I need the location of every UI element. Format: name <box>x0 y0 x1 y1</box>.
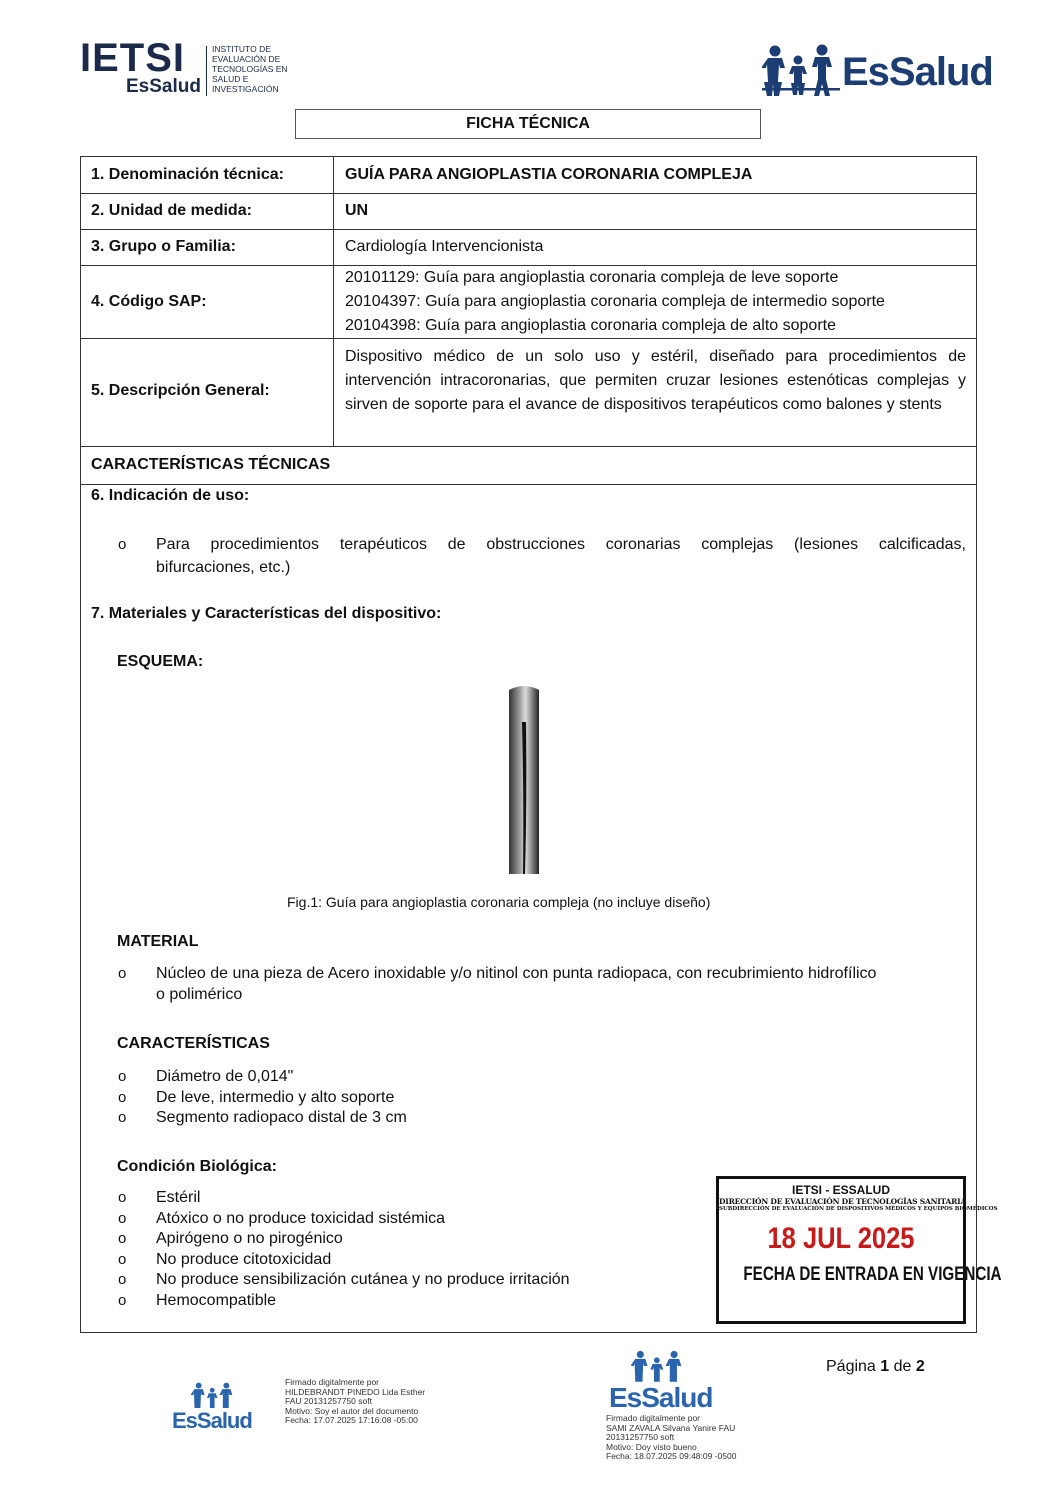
characteristics-title: CARACTERÍSTICAS <box>117 1035 270 1052</box>
ietsi-logo-title: IETSI <box>80 36 186 80</box>
stamp-line-1: DIRECCIÓN DE EVALUACIÓN DE TECNOLOGÍAS SANITARIA <box>719 1197 967 1206</box>
sap-code-item: 20101129: Guía para angioplastia coronaria compleja de leve soporte <box>345 269 839 286</box>
sap-code-item: 20104398: Guía para angioplastia coronaria compleja de alto soporte <box>345 317 836 334</box>
section-indication-title: 6. Indicación de uso: <box>91 487 250 504</box>
stamp-footer: FECHA DE ENTRADA EN VIGENCIA <box>743 1264 1002 1285</box>
ietsi-logo-divider <box>206 46 207 96</box>
page-number: Página 1 de 2 <box>826 1358 925 1375</box>
signature-2: Firmado digitalmente por SAMI ZAVALA Silvana Yanire FAU 20131257750 soft Motivo: Doy visto bueno Fecha: 18.07.2025 09:48:09 -0500 <box>606 1413 737 1461</box>
footer-logo-left-text: EsSalud <box>172 1408 252 1433</box>
esquema-label: ESQUEMA: <box>117 653 204 670</box>
section-materials-title: 7. Materiales y Características del dispositivo: <box>91 605 442 622</box>
row-tech-header <box>81 447 976 485</box>
validity-stamp <box>716 1176 1002 1324</box>
material-line-1: Núcleo de una pieza de Acero inoxidable y/o nitinol con punta radiopaca, con recubrimiento hidrofílico <box>156 965 877 982</box>
page-title: FICHA TÉCNICA <box>295 109 761 139</box>
ietsi-logo-institute: INSTITUTO DE EVALUACIÓN DE TECNOLOGÍAS EN SALUD E INVESTIGACIÓN <box>212 44 288 94</box>
row-description <box>81 339 976 447</box>
value-description: Dispositivo médico de un solo uso y estéril, diseñado para procedimientos de intervención intracoronarias, que permiten cruzar lesiones estenóticas complejas y sirven de soporte para el avance de dispositivos terapéuticos como balones y stents <box>345 348 966 413</box>
family-figures-icon <box>762 44 840 100</box>
stamp-line-2: SUBDIRECCIÓN DE EVALUACIÓN DE DISPOSITIVOS MÉDICOS Y EQUIPOS BIOMÉDICOS <box>719 1206 998 1212</box>
row-unit <box>81 194 976 230</box>
indication-line-2: bifurcaciones, etc.) <box>156 559 291 576</box>
spec-table: 1. Denominación técnica: GUÍA PARA ANGIOPLASTIA CORONARIA COMPLEJA 2. Unidad de medida: UN 3. Grupo o Familia: Cardiología Intervencionista 4. Código SAP: 20101129: Guía para angioplastia coronaria compleja de leve soporte 20104397: Guía para angioplastia coronaria compleja de intermedio soporte 20104398: Guía para angioplastia coronaria compleja de alto soporte 5. Descripción General: Dispositivo médico de un solo uso y estéril, diseñado para procedimientos de intervención intracoronarias, que permiten cruzar lesiones estenóticas complejas y sirven de soporte para el avance de dispositivos terapéuticos como balones y stents CARACTERÍSTICAS TÉCNICAS 6. Indicación de uso: o Para procedimientos terapéuticos de obstrucciones coronarias complejas (lesiones calcificadas, bifurcaciones, etc.) 7. Materiales y Características del dispositivo: ESQUEMA: Fig.1: Guía para angioplastia coronaria compleja (no incluye diseño) MATERIAL o Núcleo de una pieza de Acero inoxidable y/o nitinol con punta radiopaca, con recubrimiento hidrofílico o polimérico CARACTERÍSTICAS o Diámetro de 0,014" o De leve, intermedio y alto soporte o Segmento radiopaco distal de 3 cm Condición Biológica: o Estéril o Atóxico o no produce toxicidad sistémica o Apirógeno o no pirogénico o No produce citotoxicidad o No produce sensibilización cutánea y no produce irritación o Hemocompatible <box>80 156 977 1333</box>
label-unit: 2. Unidad de medida: <box>91 202 252 219</box>
label-description: 5. Descripción General: <box>91 382 270 399</box>
tech-section-header: CARACTERÍSTICAS TÉCNICAS <box>91 456 331 473</box>
figure-caption: Fig.1: Guía para angioplastia coronaria compleja (no incluye diseño) <box>287 894 711 910</box>
essalud-logo-text: EsSalud <box>842 50 993 94</box>
value-unit: UN <box>345 202 369 219</box>
label-group: 3. Grupo o Familia: <box>91 238 236 255</box>
family-figures-icon <box>191 1382 237 1408</box>
biological-condition-title: Condición Biológica: <box>117 1158 277 1175</box>
footer-logo-center-text: EsSalud <box>609 1382 713 1413</box>
ietsi-logo <box>80 36 295 100</box>
label-technical-name: 1. Denominación técnica: <box>91 166 284 183</box>
row-sap-code <box>81 266 976 339</box>
stamp-title: IETSI - ESSALUD <box>791 1183 890 1197</box>
label-sap-code: 4. Código SAP: <box>91 293 207 310</box>
value-group: Cardiología Intervencionista <box>345 238 544 255</box>
signature-1: Firmado digitalmente por HILDEBRANDT PINEDO Lida Esther FAU 20131257750 soft Motivo: Soy el autor del documento Fecha: 17.07.2025 17:16:08 -05:00 <box>285 1377 426 1425</box>
essalud-logo <box>762 44 992 102</box>
footer-logo-left <box>172 1382 256 1438</box>
material-line-2: o polimérico <box>156 986 243 1003</box>
row-group <box>81 230 976 266</box>
characteristics-list: o Diámetro de 0,014" o De leve, intermedio y alto soporte o Segmento radiopaco distal de 3 cm <box>118 1068 407 1126</box>
stamp-date: 18 JUL 2025 <box>767 1222 915 1255</box>
ietsi-logo-subtitle: EsSalud <box>126 76 201 97</box>
value-technical-name: GUÍA PARA ANGIOPLASTIA CORONARIA COMPLEJA <box>345 166 753 183</box>
biological-list: o Estéril o Atóxico o no produce toxicidad sistémica o Apirógeno o no pirogénico o No produce citotoxicidad o No produce sensibilización cutánea y no produce irritación o Hemocompatible <box>118 1189 570 1309</box>
material-title: MATERIAL <box>117 933 199 950</box>
guidewire-figure <box>411 682 651 878</box>
sap-code-item: 20104397: Guía para angioplastia coronaria compleja de intermedio soporte <box>345 293 885 310</box>
value-sap-codes <box>345 266 885 338</box>
row-technical-name <box>81 157 976 194</box>
guidewire-left-image <box>509 686 539 874</box>
indication-line-1: Para procedimientos terapéuticos de obstrucciones coronarias complejas (lesiones calcificadas, <box>156 536 966 553</box>
family-figures-icon <box>631 1350 687 1382</box>
footer-logo-center <box>607 1350 717 1412</box>
